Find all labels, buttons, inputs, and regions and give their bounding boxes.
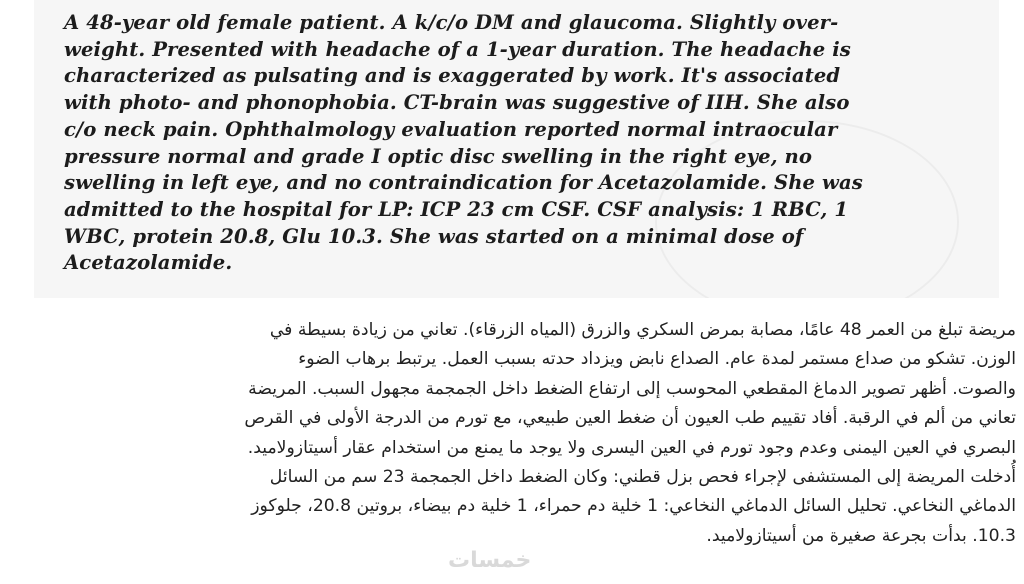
- english-line-2: weight. Presented with headache of a 1-year duration. The headache is: [64, 37, 851, 61]
- arabic-translation-paragraph: [16, 316, 1016, 551]
- english-line-7: swelling in left eye, and no contraindication for Acetazolamide. She was: [64, 171, 863, 195]
- arabic-line-2: الوزن. تشكو من صداع مستمر لمدة عام. الصداع نابض ويزداد حدته بسبب العمل. يرتبط برهاب الضوء: [298, 349, 1016, 370]
- english-line-5: c/o neck pain. Ophthalmology evaluation reported normal intraocular: [64, 117, 838, 141]
- english-line-8: admitted to the hospital for LP: ICP 23 cm CSF. CSF analysis: 1 RBC, 1: [64, 197, 849, 221]
- arabic-line-5: البصري في العين اليمنى وعدم وجود تورم في العين اليسرى ولا يوجد ما يمنع من استخدام عقار أسيتازولاميد.: [247, 437, 1016, 458]
- english-line-6: pressure normal and grade I optic disc swelling in the right eye, no: [64, 144, 813, 168]
- english-line-1: A 48-year old female patient. A k/c/o DM and glaucoma. Slightly over-: [64, 11, 839, 34]
- english-line-10: Acetazolamide.: [64, 251, 233, 275]
- arabic-translation-panel: [16, 316, 1016, 584]
- english-case-paragraph: [64, 10, 979, 277]
- english-line-9: WBC, protein 20.8, Glu 10.3. She was started on a minimal dose of: [64, 224, 804, 248]
- english-case-text-panel: [34, 0, 999, 298]
- arabic-line-7: الدماغي النخاعي. تحليل السائل الدماغي النخاعي: 1 خلية دم حمراء، 1 خلية دم بيضاء، بروتين 20.8، جلوكوز: [251, 496, 1016, 517]
- arabic-line-1: مريضة تبلغ من العمر 48 عامًا، مصابة بمرض السكري والزرق (المياه الزرقاء). تعاني من زيادة بسيطة في: [269, 320, 1016, 340]
- english-line-4: with photo- and phonophobia. CT-brain was suggestive of IIH. She also: [64, 91, 850, 115]
- english-line-3: characterized as pulsating and is exaggerated by work. It's associated: [64, 64, 841, 88]
- arabic-line-4: تعاني من ألم في الرقبة. أفاد تقييم طب العيون أن ضغط العين طبيعي، مع تورم من الدرجة الأولى في القرص: [244, 408, 1016, 429]
- arabic-line-3: والصوت. أظهر تصوير الدماغ المقطعي المحوسب إلى ارتفاع الضغط داخل الجمجمة مجهول السبب. المريضة: [248, 378, 1016, 399]
- arabic-line-8: 10.3. بدأت بجرعة صغيرة من أسيتازولاميد.: [706, 525, 1016, 546]
- watermark-logo: خمسات: [448, 548, 532, 573]
- arabic-line-6: أُدخلت المريضة إلى المستشفى لإجراء فحص بزل قطني: وكان الضغط داخل الجمجمة 23 سم من السائل: [269, 467, 1016, 488]
